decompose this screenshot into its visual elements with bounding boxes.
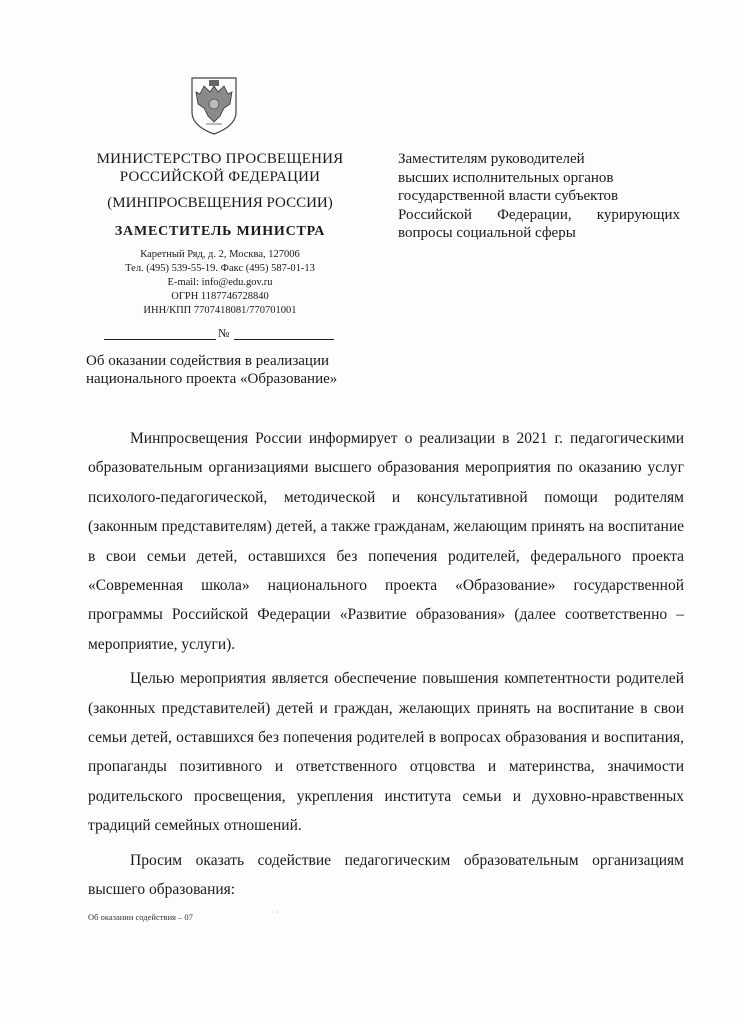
ministry-name-line1: МИНИСТЕРСТВО ПРОСВЕЩЕНИЯ xyxy=(96,151,344,167)
ministry-abbreviation: (МИНПРОСВЕЩЕНИЯ РОССИИ) xyxy=(107,195,333,211)
addressee-block xyxy=(398,150,680,243)
addressee-line4: Российской Федерации, курирующих xyxy=(398,206,680,223)
ministry-address: Каретный Ряд, д. 2, Москва, 127006 xyxy=(140,249,300,260)
subject-line2: национального проекта «Образование» xyxy=(86,371,338,387)
letter-body xyxy=(88,424,684,905)
ministry-name-line2: РОССИЙСКОЙ ФЕДЕРАЦИИ xyxy=(119,169,321,185)
scan-mark: · xyxy=(276,908,279,917)
addressee-line1: Заместителям руководителей xyxy=(398,151,585,167)
addressee-line3: государственной власти субъектов xyxy=(398,188,619,204)
sender-role: ЗАМЕСТИТЕЛЬ МИНИСТРА xyxy=(114,224,326,239)
ministry-email: E-mail: info@edu.gov.ru xyxy=(167,277,273,288)
ministry-phone: Тел. (495) 539-55-19. Факс (495) 587-01-13 xyxy=(125,263,315,274)
ministry-block xyxy=(80,150,360,318)
registration-line xyxy=(104,326,336,342)
number-blank xyxy=(234,339,334,340)
addressee-line5: вопросы социальной сферы xyxy=(398,225,576,241)
letter-subject xyxy=(86,352,386,388)
number-sign: № xyxy=(218,326,230,340)
addressee-line2: высших исполнительных органов xyxy=(398,169,614,186)
body-paragraph-3: Просим оказать содействие педагогическим образовательным организациям высшего образования: xyxy=(88,851,684,899)
footer-code: Об оказании содействия – 07 xyxy=(88,912,193,922)
ministry-ogrn: ОГРН 1187746728840 xyxy=(171,291,269,302)
ministry-contacts xyxy=(80,248,360,318)
body-paragraph-1: Минпросвещения России информирует о реализации в 2021 г. педагогическими образовательным организациями высшего образования мероприятия по оказанию услуг психолого-педагогической, методической и консультативной помощи родителям (законным представителям) детей, а также гражданам, желающим принять на воспитание в свои семьи детей, оставшихся без попечения родителей, федерального проекта «Современная школа» национального проекта «Образование» государственной программы Российской Федерации «Развитие образования» (далее соответственно – мероприятие, услуги). xyxy=(88,430,684,653)
subject-line1: Об оказании содействия в реализации xyxy=(86,353,330,369)
body-paragraph-2: Целью мероприятия является обеспечение повышения компетентности родителей (законных представителей) детей и граждан, желающих принять на воспитание в свои семьи детей, оставшихся без попечения родителей в вопросах образования и воспитания, пропаганды позитивного и ответственного отцовства и материнства, значимости родительского просвещения, укрепления института семьи и духовно-нравственных традиций семейных отношений. xyxy=(88,670,684,835)
coat-of-arms-icon xyxy=(186,72,242,136)
date-blank xyxy=(104,339,216,340)
ministry-inn: ИНН/КПП 7707418081/770701001 xyxy=(143,305,297,316)
